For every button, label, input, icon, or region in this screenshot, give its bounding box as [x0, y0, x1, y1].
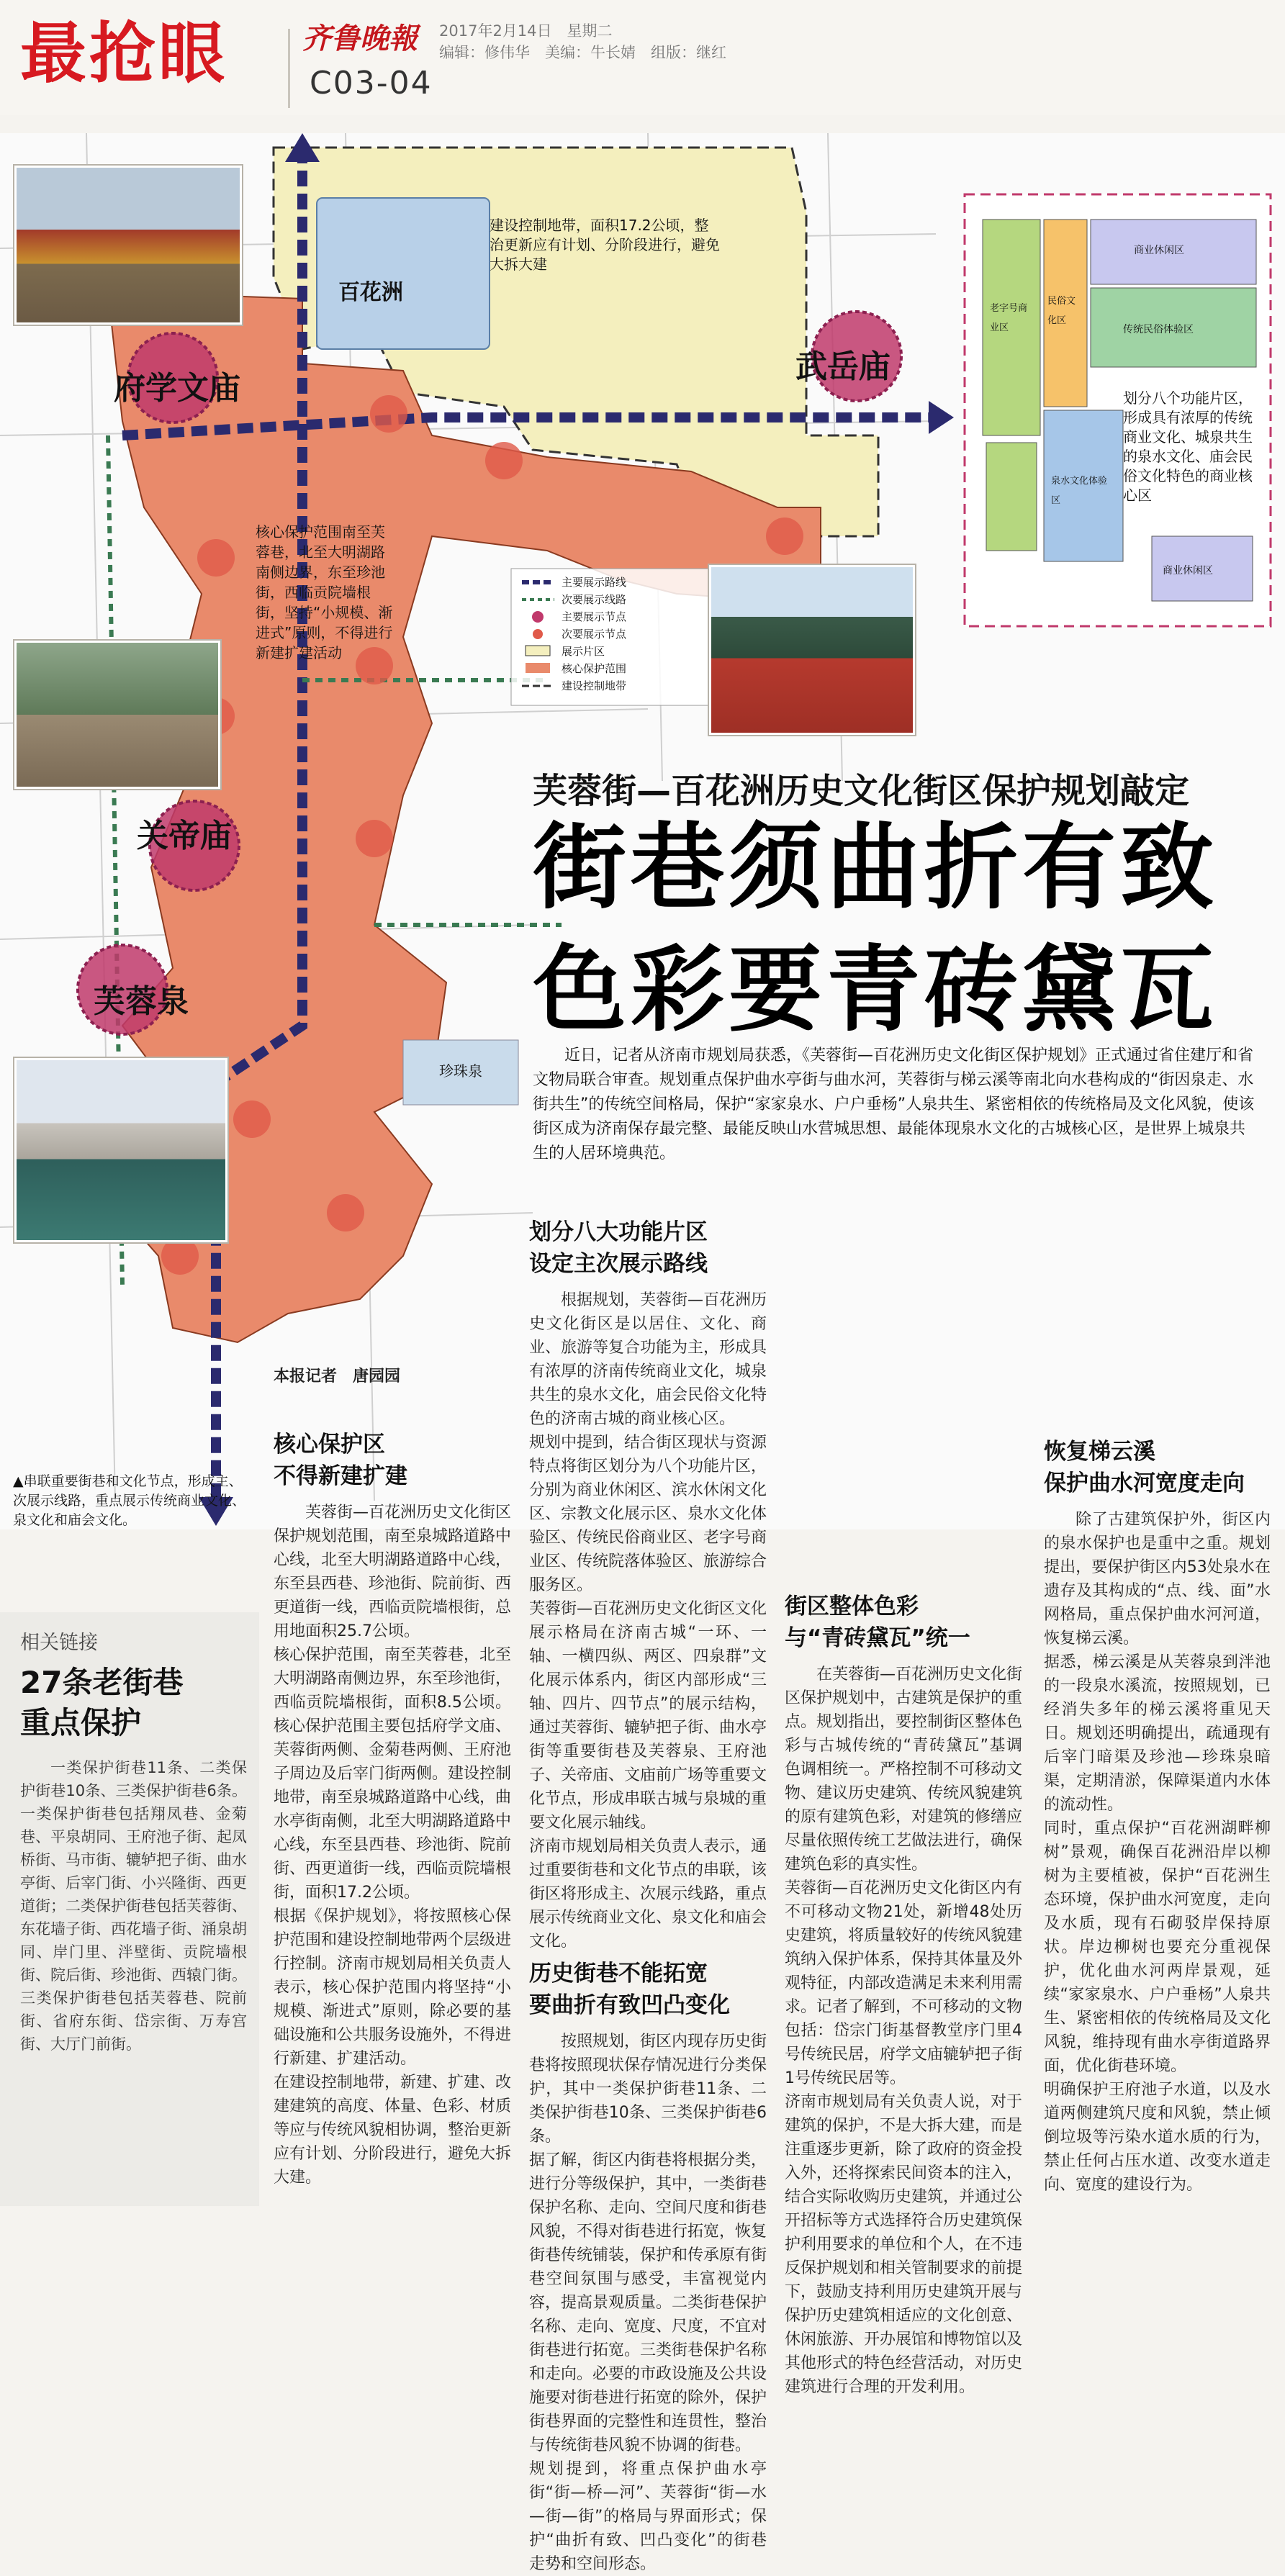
issue-meta — [439, 20, 726, 63]
label-guandi: 关帝庙 — [137, 818, 232, 854]
label-wuyue: 武岳庙 — [795, 348, 891, 385]
photo-furong-spring — [14, 1058, 227, 1242]
headline-line-2: 色彩要青砖黛瓦 — [533, 935, 1219, 1044]
date-line: 2017年2月14日 星期二 — [439, 22, 613, 40]
article-kicker: 芙蓉街—百花洲历史文化街区保护规划敲定 — [533, 771, 1190, 811]
section-1-text: 芙蓉街—百花洲历史文化街区保护规划范围，南至泉城路道路中心线，北至大明湖路道路中心线，东至县西巷、珍池街、院前街、西更道街一线，西临贡院墙根街，总用地面积25.7公顷。 核心保护范围，南至芙蓉巷，北至大明湖路南侧边界，东至珍池街，西临贡院墙根街，面积8.5公顷。核心保护范围主要包括府学文庙、芙蓉街两侧、金菊巷两侧、王府池子周边及后宰门街两侧。建设控制地带，南至泉城路道路中心线，曲水亭街南侧，北至大明湖路道路中心线，东至县西巷、珍池街、院前街、西更道街一线，西临贡院墙根街，面积17.2公顷。 根据《保护规划》，将按照核心保护范围和建设控制地带两个层级进行控制。济南市规划局相关负责人表示，核心保护范围内将坚持“小规模、渐进式”原则，除必要的基础设施和公共服务设施外，不得进行新建、扩建活动。 在建设控制地带，新建、扩建、改建建筑的高度、体量、色彩、材质等应与传统风貌相协调，整治更新应有计划、分阶段进行，避免大拆大建。 — [274, 1504, 512, 2187]
legend-minor-node: 次要展示节点 — [562, 628, 627, 641]
photo-wuyue-temple — [709, 565, 915, 735]
core-zone-note: 核心保护范围南至芙蓉巷，北至大明湖路南侧边界，东至珍池街，西临贡院墙根街，坚持“小规模、渐进式”原则，不得进行新建扩建活动 — [256, 523, 393, 661]
zone-label-3: 老字号商业区 — [990, 303, 1028, 333]
article-lede: 近日，记者从济南市规划局获悉，《芙蓉街—百花洲历史文化街区保护规划》正式通过省住建厅和省文物局联合审查。规划重点保护曲水亭街与曲水河，芙蓉街与梯云溪等南北向水巷构成的“街因泉走、水街共生”的传统空间格局，保护“家家泉水、户户垂杨”人泉共生、紧密相依的传统格局及文化风貌，使该街区成为济南保存最完整、最能反映山水营城思想、最能体现泉水文化的古城核心区，是世界上城泉共生的人居环境典范。 — [533, 1047, 1255, 1162]
photo-fuxue-wenmiao — [14, 166, 242, 325]
section-title: 最抢眼 — [20, 15, 228, 92]
section-5-text: 除了古建筑保护外，街区内的泉水保护也是重中之重。规划提出，要保护街区内53处泉水在遗存及其构成的“点、线、面”水网格局，重点保护曲水河河道，恢复梯云溪。 据悉，梯云溪是从芙蓉泉到泮池的一段泉水溪流，按照规划，已经消失多年的梯云溪将重见天日。规划还明确提出，疏通现有后宰门暗渠及珍池—珍珠泉暗渠，定期清淤，保障渠道内水体的流动性。 同时，重点保护“百花洲湖畔柳树”景观，确保百花洲沿岸以柳树为主要植被，保护“百花洲生态环境，保护曲水河宽度，走向及水质，现有石砌驳岸保持原状。岸边柳树也要充分重视保护，优化曲水河两岸景观，延续“家家泉水、户户垂杨”人泉共生、紧密相依的传统格局及文化风貌，维持现有曲水亭街道路界面，优化街巷环境。 明确保护王府池子水道，以及水道两侧建筑尺度和风貌，禁止倾倒垃圾等污染水道水质的行为，禁止任何占压水道、改变水道走向、宽度的建设行为。 — [1044, 1511, 1271, 2194]
headline-line-1: 街巷须曲折有致 — [533, 813, 1219, 922]
byline: 本报记者 唐园园 — [274, 1368, 401, 1386]
legend-display-zone: 展示片区 — [562, 645, 605, 658]
related-links-text: 一类保护街巷11条、二类保护街巷10条、三类保护街巷6条。一类保护街巷包括翔凤巷、金菊巷、平泉胡同、王府池子街、起凤桥街、马市街、辘轳把子街、曲水亭街、后宰门街、小兴隆街、西更道街；二类保护街巷包括芙蓉街、东花墙子街、西花墙子街、涌泉胡同、岸门里、泮壁街、贡院墙根街、院后街、珍池街、西辕门街。三类保护街巷包括芙蓉巷、院前街、省府东街、岱宗街、万寿宫街、大厅门前街。 — [20, 1759, 247, 2053]
label-baihua: 百花洲 — [338, 280, 403, 305]
legend-core-zone: 核心保护范围 — [562, 662, 627, 675]
zone-label-2: 传统民俗体验区 — [1123, 324, 1194, 335]
zone-label-6: 商业休闲区 — [1163, 565, 1213, 577]
photo-guandi-temple — [14, 641, 220, 789]
related-links-title: 27条老街巷 重点保护 — [20, 1665, 184, 1740]
section-3-text: 按照规划，街区内现存历史街巷将按照现状保存情况进行分类保护，其中一类保护街巷11条、二类保护街巷10条、三类保护街巷6条。 据了解，街区内街巷将根据分类，进行分等级保护，其中，一类街巷保护名称、走向、空间尺度和街巷风貌，不得对街巷进行拓宽，恢复街巷传统铺装，保护和传承原有街巷空间氛围与感受，丰富视觉内容，提高景观质量。二类街巷保护名称、走向、宽度、尺度，不宜对街巷进行拓宽。三类街巷保护名称和走向。必要的市政设施及公共设施要对街巷进行拓宽的除外，保护街巷界面的完整性和连贯性，整治与传统街巷风貌不协调的街巷。 规划提到，将重点保护曲水亭街“街—桥—河”、芙蓉街“街—水—街—街”的格局与界面形式；保护“曲折有致、凹凸变化”的街巷走势和空间形态。 — [529, 2033, 767, 2573]
header-divider — [288, 29, 290, 108]
zone-label-1: 商业休闲区 — [1134, 245, 1184, 256]
map-caption: ▲串联重要街巷和文化节点，形成主、次展示线路，重点展示传统商业文化、泉文化和庙会文化。 — [13, 1473, 246, 1528]
paper-logo: 齐鲁晚報 — [302, 22, 418, 55]
section-1-title: 核心保护区 不得新建扩建 — [274, 1432, 407, 1489]
legend-control-zone: 建设控制地带 — [562, 679, 627, 692]
legend-main-route: 主要展示路线 — [562, 576, 627, 589]
label-zhenzhu: 珍珠泉 — [439, 1062, 482, 1080]
section-4-title: 街区整体色彩 与“青砖黛瓦”统一 — [785, 1594, 970, 1651]
section-5-title: 恢复梯云溪 保护曲水河宽度走向 — [1044, 1439, 1245, 1496]
section-2-text: 根据规划，芙蓉街—百花洲历史文化街区是以居住、文化、商业、旅游等复合功能为主，形成具有浓厚的济南传统商业文化，城泉共生的泉水文化，庙会民俗文化特色的济南古城的商业核心区。 规划中提到，结合街区现状与资源特点将街区划分为八个功能片区，分别为商业休闲区、滨水休闲文化区、宗教文化展示区、泉水文化体验区、传统民俗商业区、老字号商业区、传统院落体验区、旅游综合服务区。 芙蓉街—百花洲历史文化街区文化展示格局在济南古城“一环、一轴、一横四纵、两区、四泉群”文化展示体系内，街区内部形成“三轴、四片、四节点”的展示结构，通过芙蓉街、辘轳把子街、曲水亭街等重要街巷及芙蓉泉、王府池子、关帝庙、文庙前广场等重要文化节点，形成串联古城与泉城的重要文化展示轴线。 济南市规划局相关负责人表示，通过重要街巷和文化节点的串联，该街区将形成主、次展示线路，重点展示传统商业文化、泉文化和庙会文化。 — [529, 1291, 767, 1951]
page-code: C03-04 — [310, 65, 433, 101]
section-4-text: 在芙蓉街—百花洲历史文化街区保护规划中，古建筑是保护的重点。规划指出，要控制街区整体色彩与古城传统的“青砖黛瓦”基调色调相统一。严格控制不可移动文物、建议历史建筑、传统风貌建筑的原有建筑色彩，对建筑的修缮应尽量依照传统工艺做法进行，确保建筑色彩的真实性。 芙蓉街—百花洲历史文化街区内有不可移动文物21处，新增48处历史建筑，将质量较好的传统风貌建筑纳入保护体系，保持其体量及外观特征，内部改造满足未来利用需求。记者了解到，不可移动的文物包括：岱宗门街基督教堂序门里4号传统民居，府学文庙辘轳把子街1号传统民居等。 济南市规划局有关负责人说，对于建筑的保护，不是大拆大建，而是注重逐步更新，除了政府的资金投入外，还将探索民间资本的注入，结合实际收购历史建筑，并通过公开招标等方式选择符合历史建筑保护利用要求的单位和个人，在不违反保护规划和相关管制要求的前提下，鼓励支持利用历史建筑开展与保护历史建筑相适应的文化创意、休闲旅游、开办展馆和博物馆以及其他形式的特色经营活动，对历史建筑进行合理的开发利用。 — [785, 1666, 1023, 2396]
zoning-note: 划分八个功能片区，形成具有浓厚的传统商业文化、城泉共生的泉水文化、庙会民俗文化特色的商业核心区 — [1123, 389, 1253, 504]
zone-label-5: 泉水文化体验区 — [1051, 476, 1108, 506]
legend-secondary-route: 次要展示线路 — [562, 593, 627, 606]
baihua-lake — [317, 198, 490, 349]
related-links-tab: 相关链接 — [20, 1632, 98, 1654]
legend-main-node: 主要展示节点 — [562, 610, 627, 623]
section-2-title: 划分八大功能片区 设定主次展示路线 — [529, 1219, 708, 1277]
route-arrow-east — [929, 401, 954, 434]
control-zone-note: 建设控制地带，面积17.2公顷，整治更新应有计划、分阶段进行，避免大拆大建 — [490, 217, 720, 273]
staff-line: 编辑：修伟华 美编：牛长婧 组版：继红 — [439, 44, 726, 61]
label-furong: 芙蓉泉 — [94, 983, 189, 1020]
section-3-title: 历史街巷不能拓宽 要曲折有致凹凸变化 — [529, 1961, 730, 2018]
label-fuxue: 府学文庙 — [114, 370, 240, 407]
zone-label-4: 民俗文化区 — [1047, 296, 1076, 326]
